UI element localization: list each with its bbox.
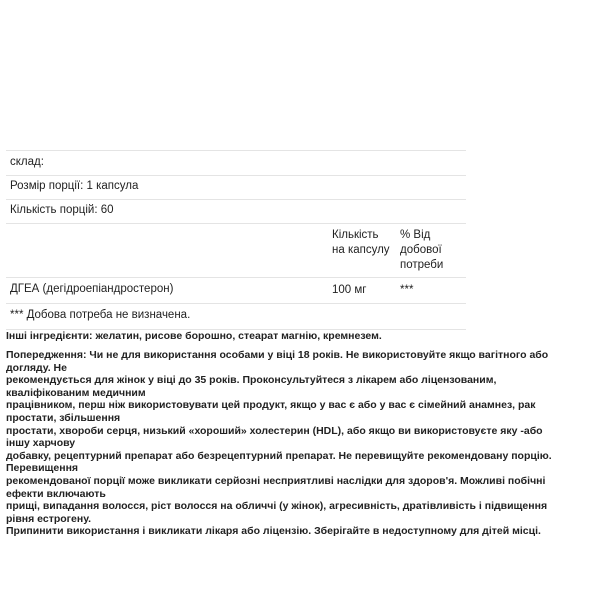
- warning-line: працівником, перш ніж використовувати цей продукт, якщо у вас є або у вас є сімейний анамнез, рак простати, збільшення: [6, 399, 536, 424]
- ingredient-row: [6, 277, 466, 303]
- warning-line: рекомендується для жінок у віці до 35 років. Проконсультуйтеся з лікарем або ліцензованим, кваліфікованим медичним: [6, 374, 497, 399]
- warning-line: Попередження: Чи не для використання особами у віці 18 років. Не використовуйте якщо вагітного або догляду. Не: [6, 349, 549, 374]
- warning-line: прищі, випадання волосся, ріст волосся на обличчі (у жінок), агресивність, дратівливість і підвищення рівня естрогену.: [6, 500, 548, 525]
- serving-size-text: Розмір порції: 1 капсула: [10, 180, 139, 192]
- serving-size-row: [6, 175, 466, 199]
- footnote-row: [6, 303, 466, 330]
- warning-text: [6, 349, 566, 538]
- warning-line: Припинити використання і викликати лікаря або ліцензію. Зберігайте в недоступному для дітей місці.: [6, 525, 541, 538]
- servings-per-container-row: [6, 199, 466, 223]
- daily-value-header: % Від добової потреби: [400, 229, 444, 271]
- table-header-row: [6, 223, 466, 277]
- ingredient-name: ДГЕА (дегідроепіандростерон): [10, 283, 174, 295]
- composition-row: [6, 150, 466, 175]
- servings-per-container-text: Кількість порцій: 60: [10, 204, 114, 216]
- ingredient-amount: 100 мг: [332, 284, 367, 296]
- warning-line: рекомендованої порції може викликати серйозні несприятливі наслідки для здоров'я. Можливі побічні ефекти включають: [6, 474, 546, 500]
- amount-per-capsule-header: Кількість на капсулу: [332, 229, 390, 256]
- daily-value-footnote: *** Добова потреба не визначена.: [10, 309, 191, 321]
- ingredient-daily-value: ***: [400, 284, 414, 296]
- supplement-facts-table: [6, 150, 466, 330]
- composition-label: склад:: [10, 156, 44, 168]
- other-ingredients-text: Інші інгредієнти: желатин, рисове борошно, стеарат магнію, кремнезем.: [6, 330, 382, 342]
- warning-line: добавку, рецептурний препарат або безрецептурний препарат. Не перевищуйте рекомендовану порцію. Перевищення: [6, 449, 552, 475]
- warning-line: простати, хвороби серця, низький «хороший» холестерин (HDL), або якщо ви використовуєте яку -або іншу харчову: [6, 424, 543, 450]
